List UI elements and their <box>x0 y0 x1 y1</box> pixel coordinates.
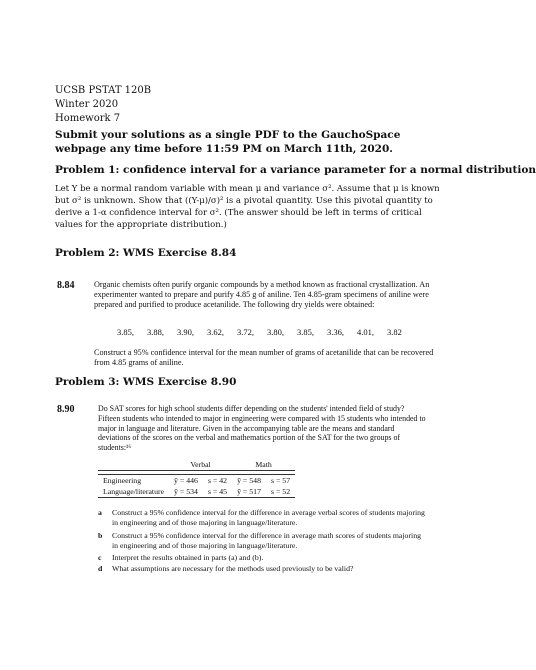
verbal-mean: ȳ = 534 <box>169 486 203 498</box>
question-item-a <box>98 508 428 528</box>
verbal-sd: s = 45 <box>203 486 232 498</box>
math-mean: ȳ = 548 <box>237 476 261 485</box>
assignment-title: Homework 7 <box>55 113 121 124</box>
yield-value: 3.85, <box>297 327 314 337</box>
verbal-sd: s = 42 <box>207 476 228 485</box>
item-text: Construct a 95% confidence interval for the difference in average verbal scores of students majoring in engineering and of those majoring in language/literature. <box>112 508 425 527</box>
yield-value: 3.90, <box>177 327 194 337</box>
problem1-body: Let Y be a normal random variable with mean μ and variance σ². Assume that μ is known but σ² is unknown. Show that ((Y-μ)/σ)² is a pivotal quantity. Use this pivotal quantity to derive a 1-α confidence interval for σ². (The answer should be left in terms of critical values for the appropriate distribution.) <box>55 184 440 230</box>
yield-value: 3.85, <box>117 327 134 337</box>
question-item-b <box>98 531 428 551</box>
col-header-verbal: Verbal <box>169 459 232 471</box>
sat-scores-table <box>98 459 295 498</box>
item-text: What assumptions are necessary for the methods used previously to be valid? <box>112 564 354 573</box>
exercise-number-890: 8.90 <box>57 404 75 415</box>
exercise-884-question: Construct a 95% confidence interval for the mean number of grams of acetanilide that can be recovered from 4.85 grams of aniline. <box>94 348 434 368</box>
math-sd: s = 52 <box>266 486 295 498</box>
problem2-title: Problem 2: WMS Exercise 8.84 <box>55 247 237 259</box>
yield-value: 3.62, <box>207 327 224 337</box>
table-row <box>98 486 295 498</box>
question-item-c <box>98 553 428 563</box>
yield-values <box>117 327 417 337</box>
question-item-d <box>98 564 428 574</box>
term: Winter 2020 <box>55 99 119 110</box>
item-letter: b <box>98 531 103 540</box>
group-label: Engineering <box>103 476 142 485</box>
math-mean: ȳ = 517 <box>232 486 266 498</box>
yield-value: 3.36, <box>327 327 344 337</box>
yield-value: 3.88, <box>147 327 164 337</box>
table-row <box>98 475 295 487</box>
yield-value: 4.01, <box>357 327 374 337</box>
math-sd: s = 57 <box>270 476 291 485</box>
group-label: Language/literature <box>98 486 169 498</box>
problem1-title: Problem 1: confidence interval for a variance parameter for a normal distribution <box>55 164 536 176</box>
document-header <box>55 84 151 126</box>
problem3-title: Problem 3: WMS Exercise 8.90 <box>55 376 237 388</box>
exercise-890-text: Do SAT scores for high school students differ depending on the students' intended field of study? Fifteen students who intended to major in engineering were compared with 15 students who intended to major in language and literature. Given in the accompanying table are the means and standard deviations of the scores on the verbal and mathematics portion of the SAT for the two groups of students:¹⁶ <box>98 404 426 453</box>
col-header-math: Math <box>232 459 295 471</box>
yield-value: 3.80, <box>267 327 284 337</box>
course-name: UCSB PSTAT 120B <box>55 85 152 96</box>
item-text: Interpret the results obtained in parts (a) and (b). <box>112 553 264 562</box>
exercise-884-text: Organic chemists often purify organic compounds by a method known as fractional crystallization. An experimenter wanted to prepare and purify 4.85 g of aniline. Ten 4.85-gram specimens of aniline were prepared and purified to produce acetanilide. The following dry yields were obtained: <box>94 280 430 310</box>
item-letter: a <box>98 508 102 517</box>
item-letter: c <box>98 553 102 562</box>
yield-value: 3.72, <box>237 327 254 337</box>
item-letter: d <box>98 564 103 573</box>
item-text: Construct a 95% confidence interval for the difference in average math scores of students majoring in engineering and of those majoring in language/literature. <box>112 531 422 550</box>
yield-value: 3.82 <box>387 327 402 337</box>
submission-note: Submit your solutions as a single PDF to the GauchoSpace webpage any time before 11:59 PM on March 11th, 2020. <box>55 129 401 155</box>
verbal-mean: ȳ = 446 <box>174 476 198 485</box>
exercise-number-884: 8.84 <box>57 280 75 291</box>
